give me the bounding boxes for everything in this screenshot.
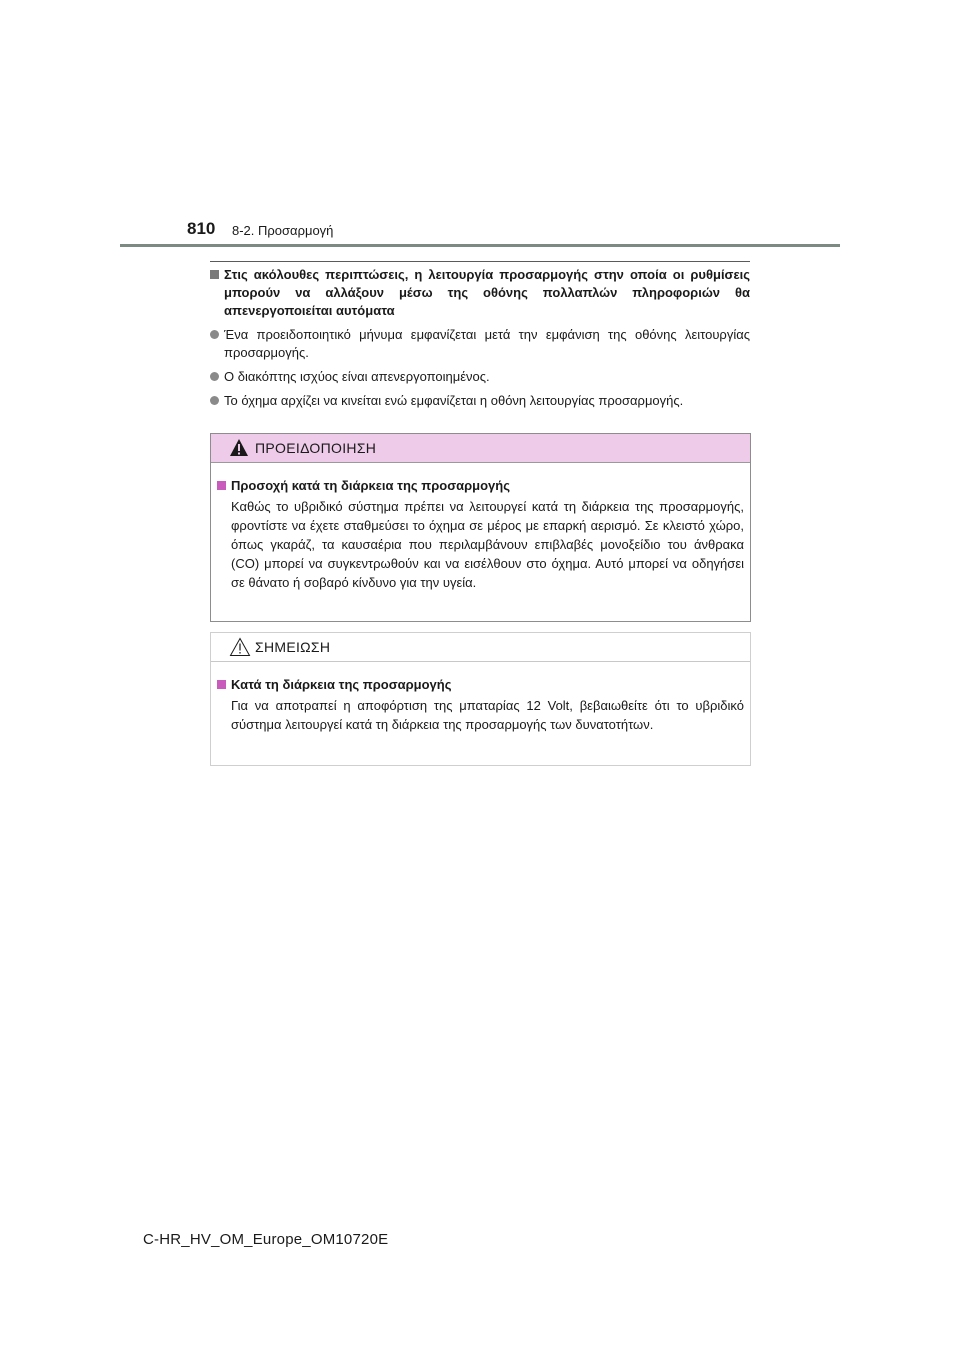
circle-bullet-icon [210,372,219,381]
intro-heading [210,266,750,320]
warning-body [211,463,750,592]
warning-box [210,433,751,622]
list-item [210,368,750,386]
warning-text: Καθώς το υβριδικό σύστημα πρέπει να λειτουργεί κατά τη διάρκεια της προσαρμογής, φροντίστε να έχετε σταθμεύσει το όχημα σε μέρος με επαρκή αερισμό. Σε κλειστό χώρο, όπως γκαράζ, τα καυσαέρια που περιλαμβάνουν επιβλαβές μονοξείδιο του άνθρακα (CO) μπορεί να συγκεντρωθούν και να εισέλθουν στο όχημα. Αυτό μπορεί να οδηγήσει σε θάνατο ή σοβαρό κίνδυνο για την υγεία. [231,499,744,590]
warning-heading-text: Προσοχή κατά τη διάρκεια της προσαρμογής [231,478,510,493]
note-text: Για να αποτραπεί η αποφόρτιση της μπαταρίας 12 Volt, βεβαιωθείτε ότι το υβριδικό σύστημα λειτουργεί κατά τη διάρκεια της προσαρμογής των δυνατοτήτων. [231,698,744,732]
section-title: 8-2. Προσαρμογή [232,223,334,238]
note-heading [217,676,744,694]
warning-heading [217,477,744,495]
content-divider [210,261,750,262]
note-body [211,662,750,734]
square-bullet-icon [217,680,226,689]
list-item-text: Ο διακόπτης ισχύος είναι απενεργοποιημένος. [224,369,490,384]
intro-section [210,266,750,410]
circle-bullet-icon [210,396,219,405]
warning-header [211,434,750,463]
list-item [210,392,750,410]
note-header [211,633,750,662]
note-heading-text: Κατά τη διάρκεια της προσαρμογής [231,677,452,692]
caution-triangle-icon [229,637,251,662]
page-number: 810 [187,219,216,238]
note-label: ΣΗΜΕΙΩΣΗ [255,639,331,655]
list-item [210,326,750,362]
square-bullet-icon [217,481,226,490]
note-box [210,632,751,766]
header-divider [120,244,840,247]
list-item-text: Ένα προειδοποιητικό μήνυμα εμφανίζεται μετά την εμφάνιση της οθόνης λειτουργίας προσαρμογής. [224,327,750,360]
circle-bullet-icon [210,330,219,339]
list-item-text: Το όχημα αρχίζει να κινείται ενώ εμφανίζεται η οθόνη λειτουργίας προσαρμογής. [224,393,684,408]
document-code: C-HR_HV_OM_Europe_OM10720E [143,1231,389,1248]
warning-label: ΠΡΟΕΙΔΟΠΟΙΗΣΗ [255,440,377,456]
square-bullet-icon [210,270,219,279]
intro-heading-text: Στις ακόλουθες περιπτώσεις, η λειτουργία προσαρμογής στην οποία οι ρυθμίσεις μπορούν να αλλάξουν μέσω της οθόνης πολλαπλών πληροφοριών θα απενεργοποιείται αυτόματα [224,267,750,318]
warning-triangle-icon [229,438,249,462]
